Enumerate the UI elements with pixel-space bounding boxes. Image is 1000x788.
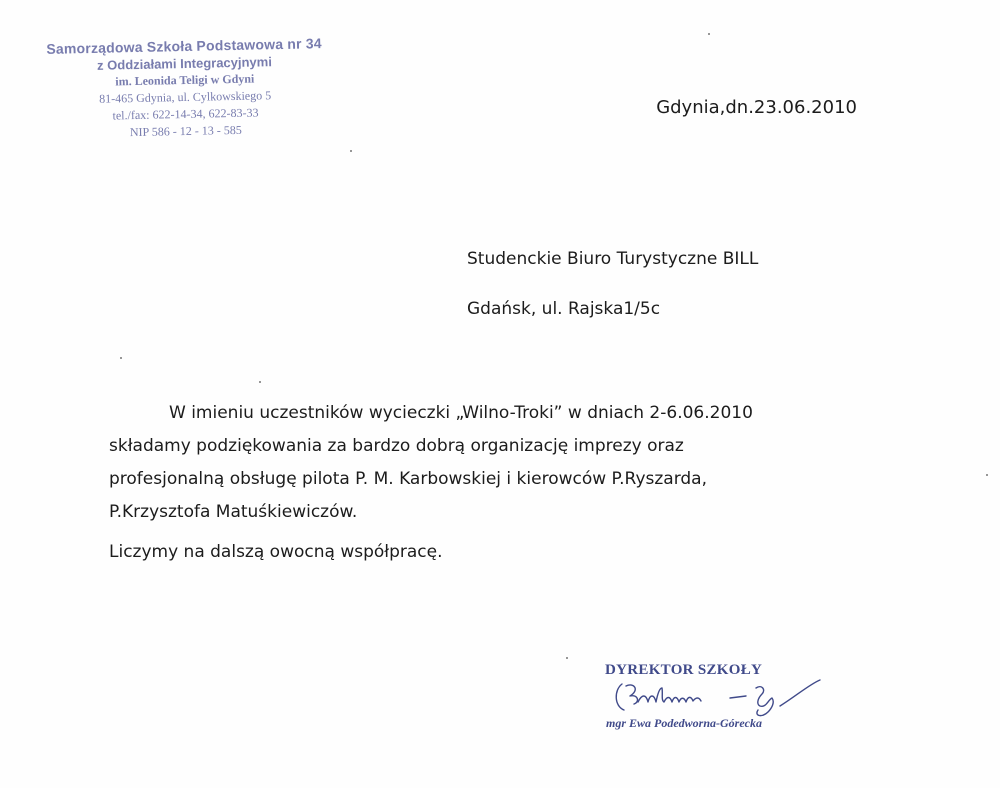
stamp-line: 81-465 Gdynia, ul. Cylkowskiego 5	[99, 88, 272, 106]
paper-speck	[566, 657, 568, 659]
paper-speck	[120, 357, 122, 359]
letter-date: Gdynia,dn.23.06.2010	[656, 97, 857, 118]
paper-speck	[986, 474, 988, 476]
body-line: składamy podziękowania za bardzo dobrą organizację imprezy oraz	[109, 436, 684, 456]
letter-body	[109, 397, 909, 529]
closing-line: Liczymy na dalszą owocną współpracę.	[109, 542, 443, 562]
body-line: W imieniu uczestników wycieczki „Wilno-Troki” w dniach 2-6.06.2010	[169, 403, 753, 423]
stamp-line: NIP 586 - 12 - 13 - 585	[129, 122, 242, 140]
signatory-name: mgr Ewa Podedworna-Górecka	[606, 716, 762, 730]
signature-block	[590, 660, 840, 750]
stamp-line: im. Leonida Teligi w Gdyni	[115, 71, 255, 89]
school-stamp	[39, 35, 331, 143]
stamp-line: tel./fax: 622-14-34, 622-83-33	[112, 105, 259, 123]
paper-speck	[708, 33, 710, 35]
paper-speck	[350, 150, 352, 152]
signature-title: DYREKTOR SZKOŁY	[605, 662, 763, 678]
body-line: profesjonalną obsługę pilota P. M. Karbowskiej i kierowców P.Ryszarda,	[109, 469, 708, 489]
recipient-address: Gdańsk, ul. Rajska1/5c	[467, 299, 661, 319]
stamp-line: Samorządowa Szkoła Podstawowa nr 34	[46, 35, 322, 57]
stamp-line: z Oddziałami Integracyjnymi	[96, 54, 273, 73]
paper-speck	[259, 381, 261, 383]
body-line: P.Krzysztofa Matuśkiewiczów.	[109, 502, 358, 522]
recipient-name: Studenckie Biuro Turystyczne BILL	[467, 249, 759, 269]
